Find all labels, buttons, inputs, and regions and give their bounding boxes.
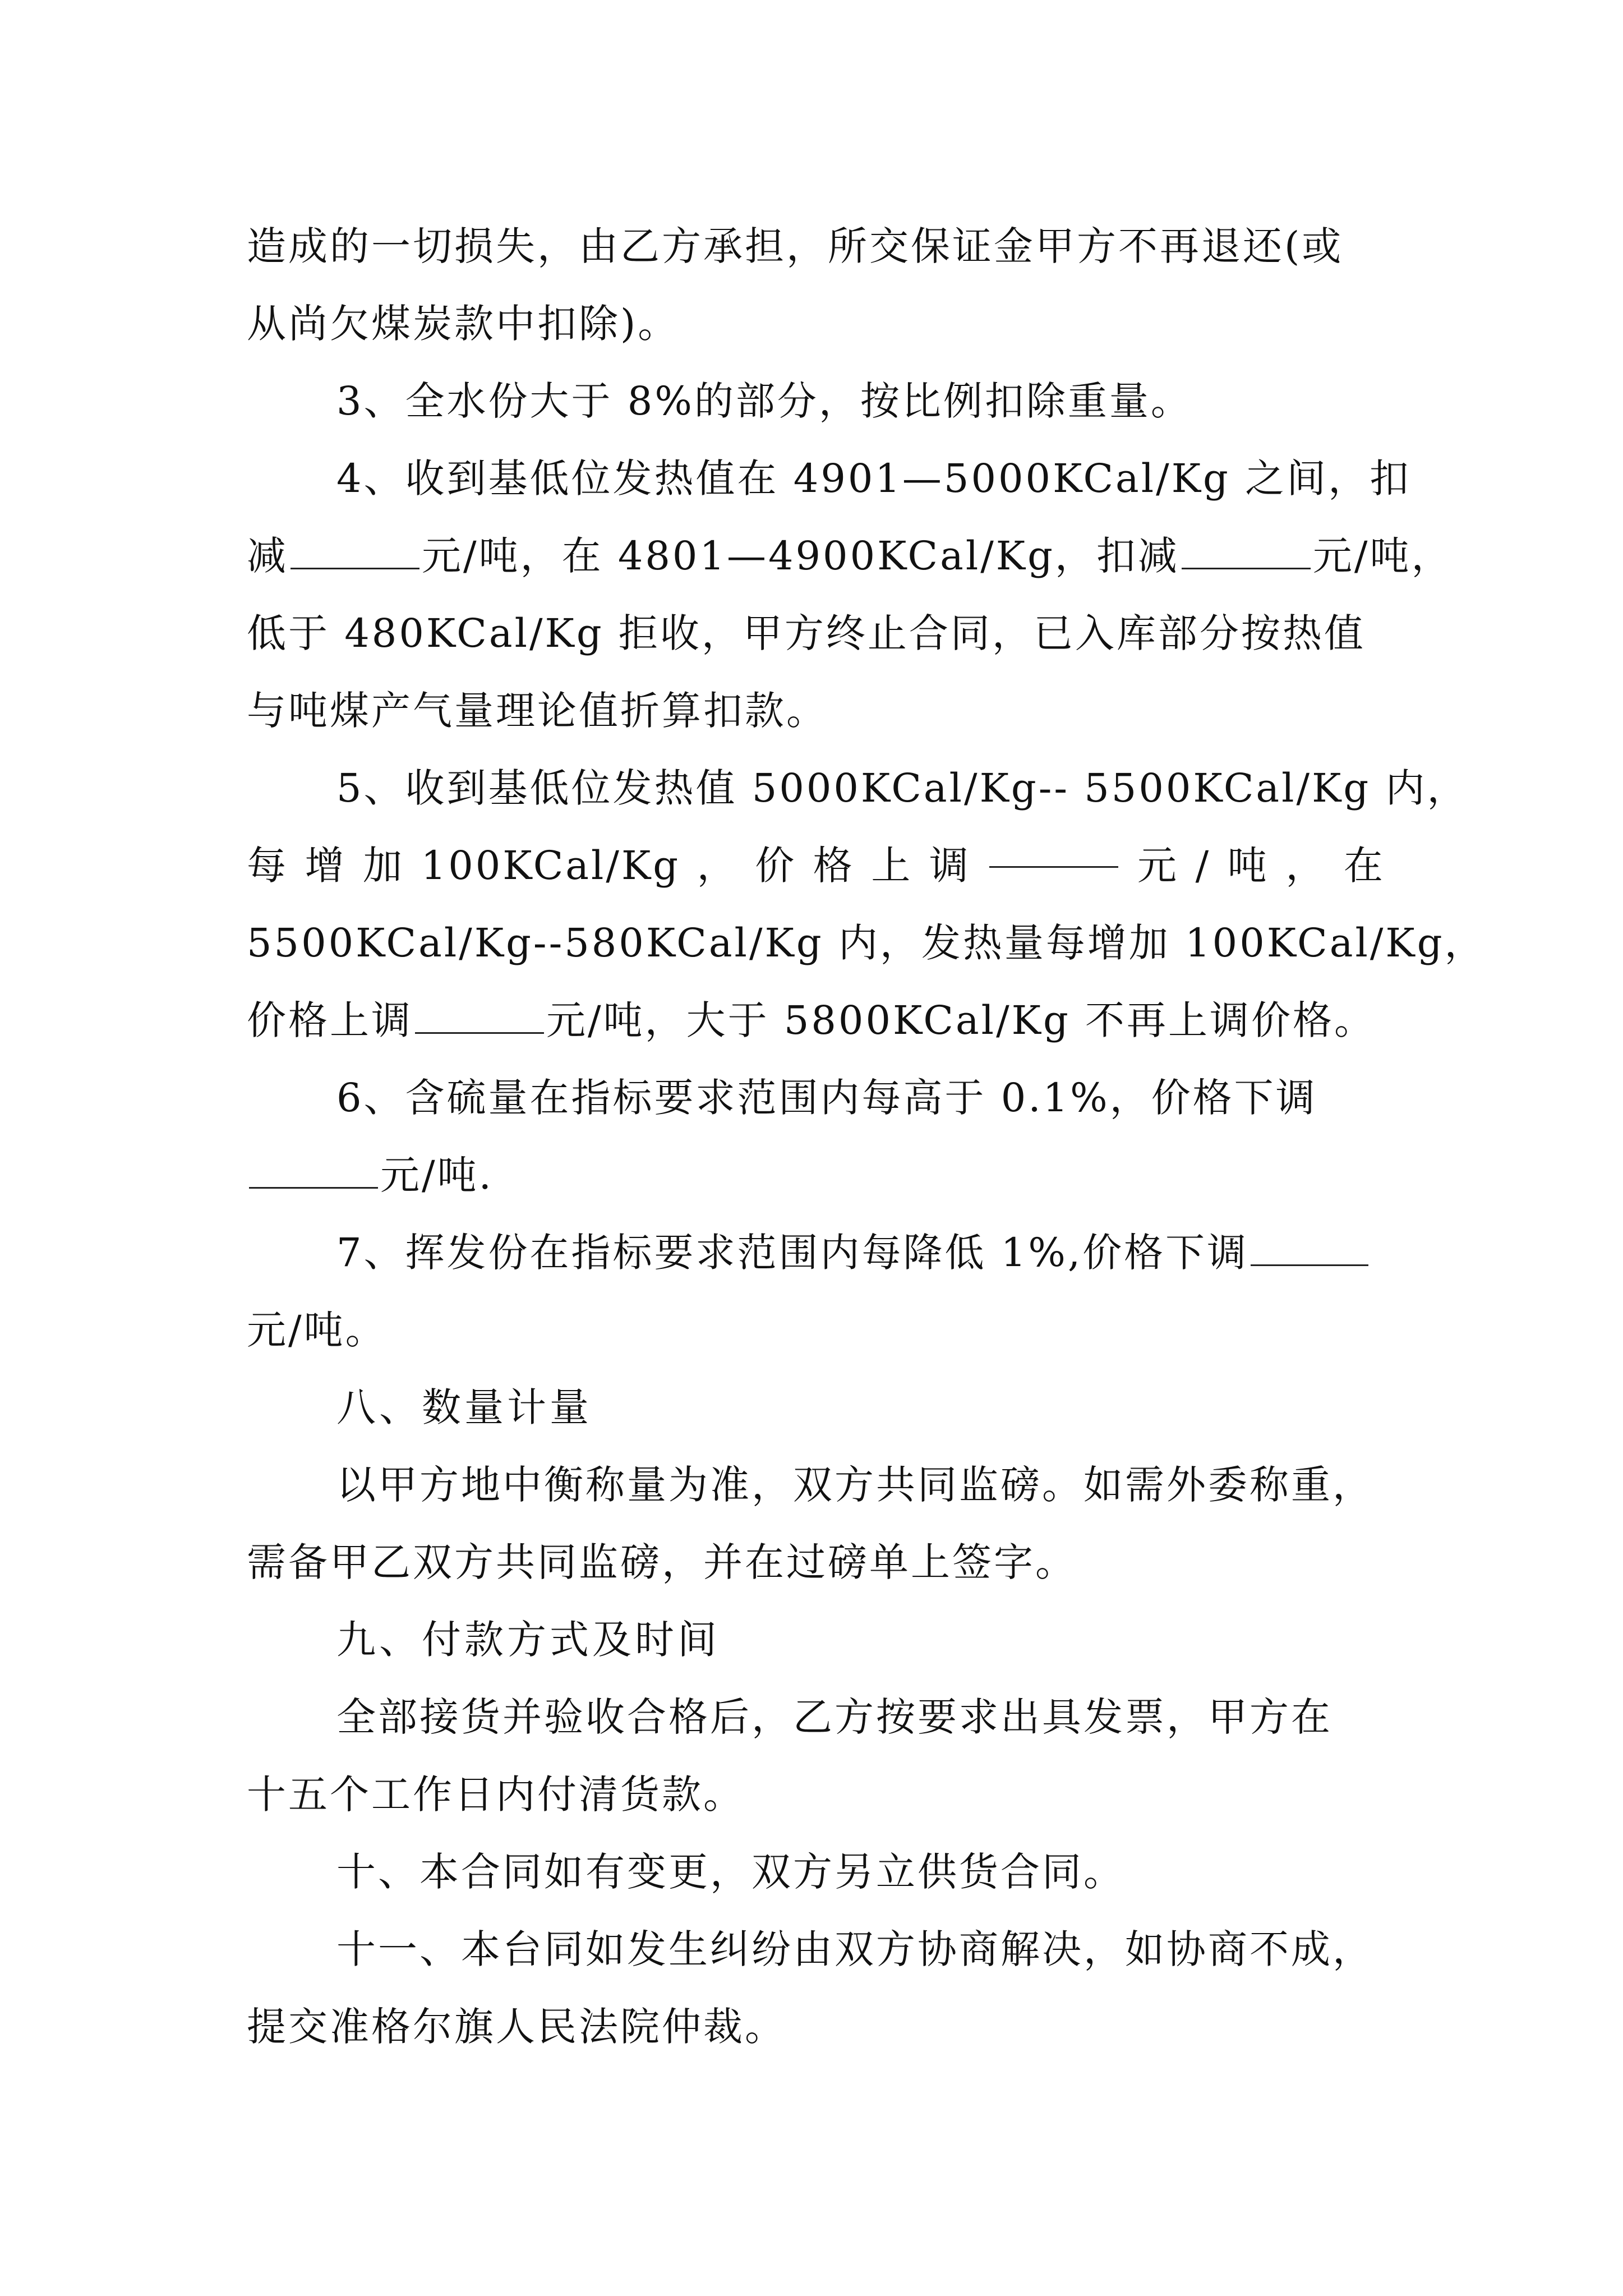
text-segment: 元/吨.	[380, 1152, 494, 1198]
clause-4-line-2	[247, 517, 1453, 595]
paragraph-line: 需备甲乙双方共同监磅，并在过磅单上签字。	[247, 1539, 1077, 1585]
fill-in-blank	[1251, 1225, 1368, 1266]
clause-5-line-3: 5500KCal/Kg--580KCal/Kg 内，发热量每增加 100KCal/Kg，	[247, 920, 1486, 966]
text-segment: 每	[247, 843, 288, 889]
text-segment: 加	[363, 843, 405, 889]
fill-in-blank	[415, 993, 544, 1034]
clause-7	[247, 1214, 1385, 1291]
text-segment: 价	[755, 843, 797, 889]
fill-in-blank	[989, 827, 1118, 868]
text-segment: 100KCal/Kg	[421, 843, 681, 889]
text-segment: ，	[697, 843, 739, 889]
section-heading-9: 九、付款方式及时间	[336, 1617, 720, 1663]
paragraph-line: 提交准格尔旗人民法院仲裁。	[247, 2004, 786, 2050]
text-segment: 增	[305, 843, 347, 889]
paragraph-line: 从尚欠煤炭款中扣除)。	[247, 301, 680, 347]
clause-6-line-2	[247, 1137, 1385, 1214]
text-segment: ，	[1285, 843, 1327, 889]
text-segment: 元	[1137, 843, 1179, 889]
section-10: 十、本合同如有变更，双方另立供货合同。	[336, 1849, 1125, 1895]
fill-in-blank	[249, 1148, 378, 1189]
clause-5: 5、收到基低位发热值 5000KCal/Kg-- 5500KCal/Kg 内，	[336, 765, 1469, 811]
paragraph-line: 全部接货并验收合格后，乙方按要求出具发票，甲方在	[336, 1694, 1332, 1740]
paragraph-line: 十五个工作日内付清货款。	[247, 1772, 745, 1818]
section-11: 十一、本台同如发生纠纷由双方协商解决，如协商不成，	[336, 1926, 1374, 1972]
text-segment: /	[1195, 843, 1211, 889]
clause-5-line-4	[247, 982, 1385, 1059]
text-segment: 吨	[1227, 843, 1269, 889]
text-segment: 在	[1343, 843, 1385, 889]
clause-5-line-2	[247, 827, 1385, 904]
clause-4-line-4: 与吨煤产气量理论值折算扣款。	[247, 688, 828, 734]
text-segment: 减	[247, 533, 288, 579]
clause-4-line-3: 低于 480KCal/Kg 拒收，甲方终止合同，已入库部分按热值	[247, 610, 1366, 656]
document-page	[247, 208, 1486, 2065]
text-segment: 价格上调	[247, 997, 413, 1043]
text-segment: 调	[929, 843, 971, 889]
clause-6: 6、含硫量在指标要求范围内每高于 0.1%，价格下调	[336, 1075, 1317, 1121]
paragraph-line: 以甲方地中衡称量为准，双方共同监磅。如需外委称重，	[336, 1462, 1374, 1508]
text-segment: 上	[871, 843, 913, 889]
fill-in-blank	[291, 528, 419, 569]
text-segment: 格	[813, 843, 855, 889]
clause-3: 3、全水份大于 8%的部分，按比例扣除重量。	[336, 378, 1192, 424]
section-heading-8: 八、数量计量	[336, 1384, 592, 1430]
clause-4: 4、收到基低位发热值在 4901—5000KCal/Kg 之间，扣	[336, 455, 1412, 501]
text-segment: 元/吨，大于 5800KCal/Kg 不再上调价格。	[546, 997, 1376, 1043]
text-segment: 7、挥发份在指标要求范围内每降低 1%,价格下调	[336, 1230, 1249, 1276]
text-segment: 元/吨，在 4801—4900KCal/Kg，扣减	[422, 533, 1179, 579]
paragraph-line: 造成的一切损失，由乙方承担，所交保证金甲方不再退还(或	[247, 223, 1344, 269]
fill-in-blank	[1182, 528, 1311, 569]
text-segment: 元/吨，	[1312, 533, 1453, 579]
clause-7-line-2: 元/吨。	[247, 1307, 387, 1353]
